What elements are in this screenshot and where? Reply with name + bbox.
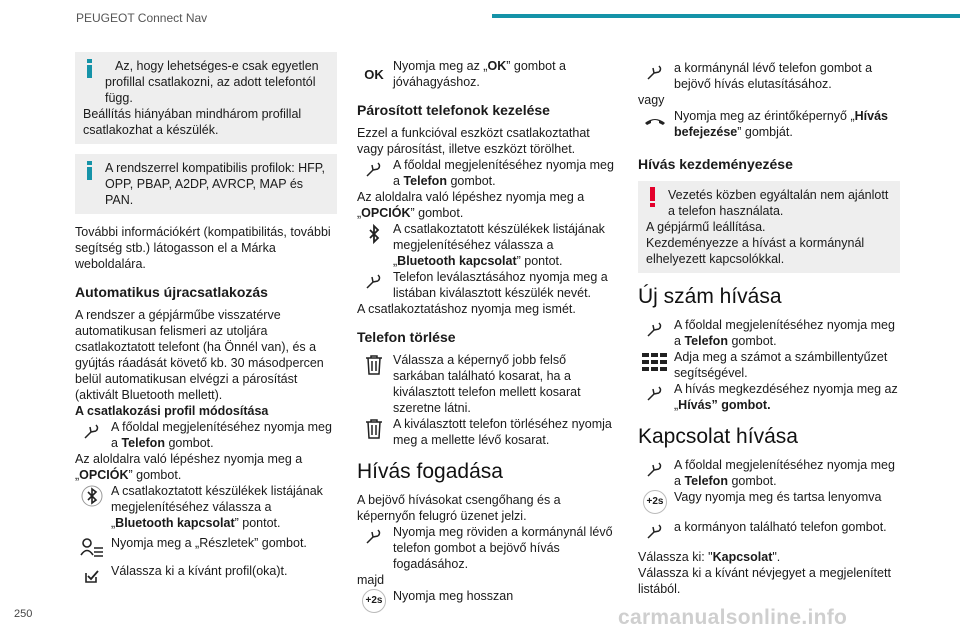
step: A csatlakoztatott készülékek listájának megjelenítéséhez válassza a „Bluetooth kapcsolat” pontot. bbox=[75, 483, 337, 531]
step: A főoldal megjelenítéséhez nyomja meg a Telefon gombot. bbox=[357, 157, 619, 189]
tap-icon bbox=[361, 271, 387, 293]
checkbox-icon bbox=[79, 565, 105, 587]
column-3 bbox=[638, 60, 900, 597]
step: Válassza a képernyő jobb felső sarkában található kosarat, ha a kiválasztott telefon mellett kosarat szeretne látni. bbox=[357, 352, 619, 416]
bluetooth-icon bbox=[79, 485, 105, 507]
hold-2s-icon: +2s bbox=[642, 491, 668, 513]
subheading: A csatlakozási profil módosítása bbox=[75, 404, 269, 418]
step: +2s Nyomja meg hosszan bbox=[357, 588, 619, 604]
trash-icon bbox=[361, 418, 387, 440]
step: Nyomja meg a „Részletek” gombot. bbox=[75, 535, 337, 551]
info-icon bbox=[83, 161, 97, 181]
trash-icon bbox=[361, 354, 387, 376]
paragraph: Az aloldalra való lépéshez nyomja meg a „OPCIÓK” gombot. bbox=[357, 190, 585, 220]
hangup-icon bbox=[642, 110, 668, 132]
paragraph: Válassza ki a kívánt névjegyet a megjelenített listából. bbox=[638, 566, 891, 596]
paragraph: A csatlakoztatáshoz nyomja meg ismét. bbox=[357, 302, 576, 316]
section-title: Kapcsolat hívása bbox=[638, 425, 798, 448]
section-heading: Hívás kezdeményezése bbox=[638, 156, 793, 172]
step: Nyomja meg röviden a kormánynál lévő telefon gombot a bejövő hívás fogadásához. bbox=[357, 524, 619, 572]
column-1 bbox=[75, 52, 337, 579]
paragraph: A bejövő hívásokat csengőhang és a képernyőn felugró üzenet jelzi. bbox=[357, 493, 561, 523]
note-text: Az, hogy lehetséges-e csak egyetlen profillal csatlakozni, az adott telefontól függ. bbox=[105, 59, 319, 105]
tap-icon bbox=[642, 383, 668, 405]
section-heading: Párosított telefonok kezelése bbox=[357, 102, 550, 118]
step: a kormánynál lévő telefon gombot a bejövő hívás elutasításához. bbox=[638, 60, 900, 92]
watermark: carmanualsonline.info bbox=[618, 606, 848, 629]
warning-note: Vezetés közben egyáltalán nem ajánlott a telefon használata. A gépjármű leállítása. Kezdeményezze a hívást a kormánynál elhelyezett kapcsolókkal. bbox=[638, 181, 900, 273]
section-title: Új szám hívása bbox=[638, 285, 782, 308]
page-number: 250 bbox=[14, 608, 33, 620]
step: Telefon leválasztásához nyomja meg a listában kiválasztott készülék nevét. bbox=[357, 269, 619, 301]
section-heading: Telefon törlése bbox=[357, 329, 456, 345]
paragraph: vagy bbox=[638, 93, 665, 107]
info-note bbox=[75, 52, 337, 144]
step: A főoldal megjelenítéséhez nyomja meg a Telefon gombot. bbox=[75, 419, 337, 451]
header-bar bbox=[492, 14, 960, 18]
paragraph: További információkért (kompatibilitás, további segítség stb.) látogasson el a Márka weboldalára. bbox=[75, 225, 331, 271]
step: Adja meg a számot a számbillentyűzet segítségével. bbox=[638, 349, 900, 381]
column-2 bbox=[357, 58, 619, 604]
tap-icon bbox=[642, 459, 668, 481]
tap-icon bbox=[361, 526, 387, 548]
section-heading: Automatikus újracsatlakozás bbox=[75, 284, 268, 300]
section-title: Hívás fogadása bbox=[357, 460, 503, 483]
step: +2s Vagy nyomja meg és tartsa lenyomva bbox=[638, 489, 900, 505]
step: A kiválasztott telefon törléséhez nyomja meg a mellette lévő kosarat. bbox=[357, 416, 619, 448]
paragraph: Ezzel a funkcióval eszközt csatlakoztathat vagy párosítást, illetve eszközt törölhet. bbox=[357, 126, 590, 156]
header-title: PEUGEOT Connect Nav bbox=[76, 11, 208, 25]
step: Válassza ki a kívánt profil(oka)t. bbox=[75, 563, 337, 579]
step: A csatlakoztatott készülékek listájának megjelenítéséhez válassza a „Bluetooth kapcsolat” pontot. bbox=[357, 221, 619, 269]
step: A főoldal megjelenítéséhez nyomja meg a Telefon gombot. bbox=[638, 457, 900, 489]
tap-icon bbox=[642, 62, 668, 84]
tap-icon bbox=[361, 159, 387, 181]
paragraph: majd bbox=[357, 573, 385, 587]
step: Nyomja meg az érintőképernyő „Hívás befejezése” gombját. bbox=[638, 108, 900, 140]
note-text: Beállítás hiányában mindhárom profillal csatlakozhat a készülék. bbox=[83, 107, 302, 137]
bluetooth-icon bbox=[361, 223, 387, 245]
info-note bbox=[75, 154, 337, 214]
details-icon bbox=[79, 537, 105, 559]
tap-icon bbox=[79, 421, 105, 443]
keypad-icon bbox=[642, 351, 668, 373]
info-icon bbox=[83, 59, 97, 79]
tap-icon bbox=[642, 319, 668, 341]
warning-icon bbox=[646, 187, 660, 209]
step: a kormányon található telefon gombot. bbox=[638, 519, 900, 535]
step: OK Nyomja meg az „OK” gombot a jóváhagyáshoz. bbox=[357, 58, 619, 90]
paragraph: A rendszer a gépjárműbe visszatérve automatikusan felismeri az utoljára csatlakoztatott telefont (ha Önnél van), és a gyújtás ráadását követő kb. 30 másodpercen belül automatikusan elvégzi a párosítást (aktivált Bluetooth mellett). bbox=[75, 308, 324, 402]
paragraph: Az aloldalra való lépéshez nyomja meg a „OPCIÓK” gombot. bbox=[75, 452, 303, 482]
step: A főoldal megjelenítéséhez nyomja meg a Telefon gombot. bbox=[638, 317, 900, 349]
tap-icon bbox=[642, 521, 668, 543]
step: A hívás megkezdéséhez nyomja meg az „Hívás” gombot. bbox=[638, 381, 900, 413]
paragraph: Válassza ki: "Kapcsolat". bbox=[638, 550, 781, 564]
hold-2s-icon: +2s bbox=[361, 590, 387, 612]
note-text: A rendszerrel kompatibilis profilok: HFP, OPP, PBAP, A2DP, AVRCP, MAP és PAN. bbox=[105, 161, 325, 207]
ok-icon: OK bbox=[364, 67, 384, 82]
